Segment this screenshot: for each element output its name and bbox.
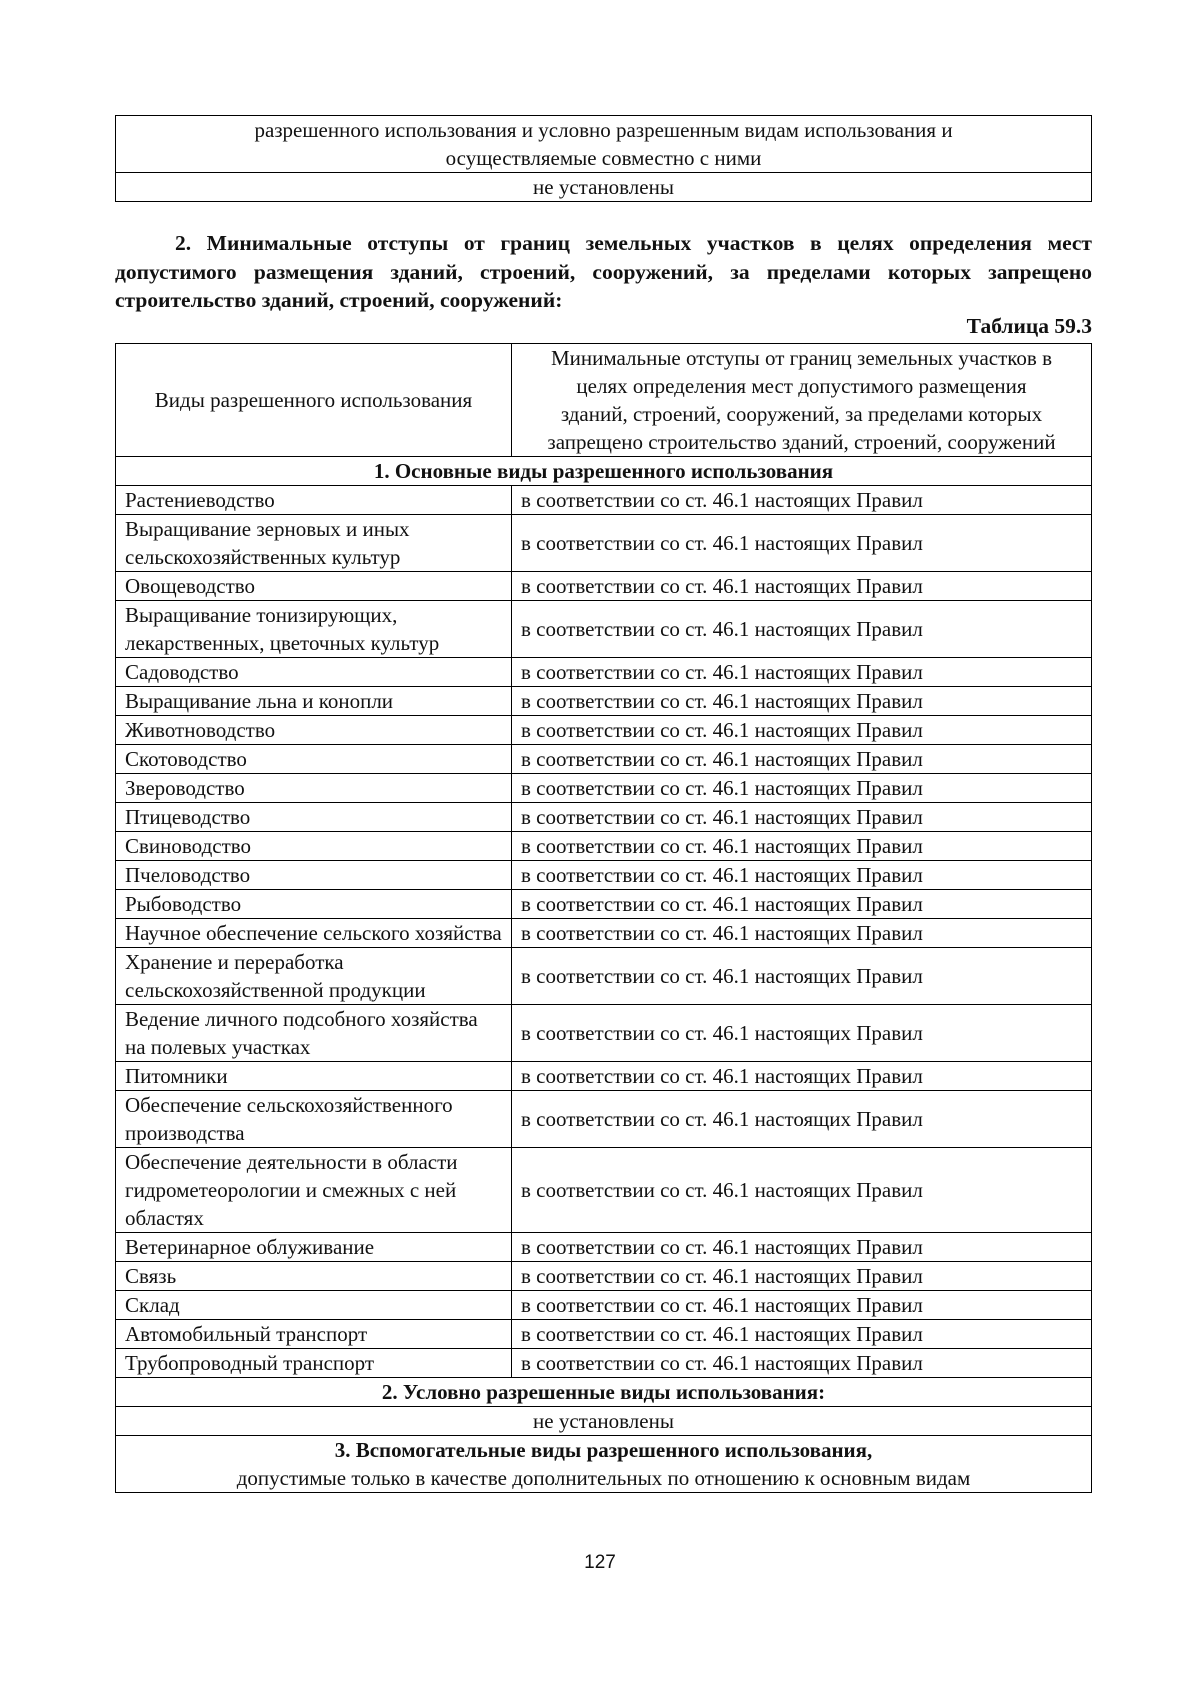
table-row — [116, 1320, 1092, 1349]
use-kind-cell: Хранение и переработка сельскохозяйственной продукции — [116, 948, 512, 1005]
use-kind-cell: Животноводство — [116, 716, 512, 745]
setback-value-cell: в соответствии со ст. 46.1 настоящих Правил — [512, 1005, 1092, 1062]
table-row — [116, 572, 1092, 601]
setback-value-cell: в соответствии со ст. 46.1 настоящих Правил — [512, 948, 1092, 1005]
setback-value-cell: в соответствии со ст. 46.1 настоящих Правил — [512, 774, 1092, 803]
group-row — [116, 457, 1092, 486]
table-cell — [116, 116, 1092, 173]
use-kind-cell: Автомобильный транспорт — [116, 1320, 512, 1349]
setbacks-table — [115, 343, 1092, 1493]
setback-value-cell: в соответствии со ст. 46.1 настоящих Правил — [512, 687, 1092, 716]
setback-value-cell: в соответствии со ст. 46.1 настоящих Правил — [512, 1233, 1092, 1262]
setback-value-cell: в соответствии со ст. 46.1 настоящих Правил — [512, 601, 1092, 658]
table-row — [116, 1349, 1092, 1378]
setback-value-cell: в соответствии со ст. 46.1 настоящих Правил — [512, 890, 1092, 919]
use-kind-cell: Выращивание зерновых и иных сельскохозяйственных культур — [116, 515, 512, 572]
column-header-setback: Минимальные отступы от границ земельных участков в целях определения мест допустимого размещения зданий, строений, сооружений, за пределами которых запрещено строительство зданий, строений, сооружений — [512, 344, 1092, 457]
table-row — [116, 890, 1092, 919]
table-row — [116, 1291, 1092, 1320]
setback-value-cell: в соответствии со ст. 46.1 настоящих Правил — [512, 1349, 1092, 1378]
use-kind-cell: Садоводство — [116, 658, 512, 687]
use-kind-cell: Скотоводство — [116, 745, 512, 774]
setback-value-cell: в соответствии со ст. 46.1 настоящих Правил — [512, 515, 1092, 572]
setback-value-cell: в соответствии со ст. 46.1 настоящих Правил — [512, 745, 1092, 774]
setback-value-cell: в соответствии со ст. 46.1 настоящих Правил — [512, 803, 1092, 832]
table-row — [116, 919, 1092, 948]
setback-value-cell: в соответствии со ст. 46.1 настоящих Правил — [512, 486, 1092, 515]
table-row — [116, 1262, 1092, 1291]
table-row — [116, 687, 1092, 716]
use-kind-cell: Выращивание льна и конопли — [116, 687, 512, 716]
use-kind-cell: Научное обеспечение сельского хозяйства — [116, 919, 512, 948]
group-subtitle: допустимые только в качестве дополнительных по отношению к основным видам — [236, 1466, 971, 1490]
table-row — [116, 1091, 1092, 1148]
use-kind-cell: Птицеводство — [116, 803, 512, 832]
group-row — [116, 1378, 1092, 1407]
table-cell: не установлены — [116, 173, 1092, 202]
setback-value-cell: в соответствии со ст. 46.1 настоящих Правил — [512, 658, 1092, 687]
use-kind-cell: Связь — [116, 1262, 512, 1291]
table-row — [116, 832, 1092, 861]
fragment-line: осуществляемые совместно с ними — [445, 146, 762, 170]
table-row — [116, 1148, 1092, 1233]
group-value: не установлены — [116, 1407, 1092, 1436]
setback-value-cell: в соответствии со ст. 46.1 настоящих Правил — [512, 1062, 1092, 1091]
table-row — [116, 486, 1092, 515]
table-row — [116, 116, 1092, 173]
use-kind-cell: Ведение личного подсобного хозяйства на полевых участках — [116, 1005, 512, 1062]
setback-value-cell: в соответствии со ст. 46.1 настоящих Правил — [512, 1262, 1092, 1291]
table-row — [116, 745, 1092, 774]
setback-value-cell: в соответствии со ст. 46.1 настоящих Правил — [512, 1091, 1092, 1148]
use-kind-cell: Пчеловодство — [116, 861, 512, 890]
previous-table-fragment — [115, 115, 1092, 202]
use-kind-cell: Овощеводство — [116, 572, 512, 601]
setback-value-cell: в соответствии со ст. 46.1 настоящих Правил — [512, 1291, 1092, 1320]
table-row — [116, 515, 1092, 572]
setback-value-cell: в соответствии со ст. 46.1 настоящих Правил — [512, 1148, 1092, 1233]
use-kind-cell: Обеспечение деятельности в области гидрометеорологии и смежных с ней областях — [116, 1148, 512, 1233]
setback-value-cell: в соответствии со ст. 46.1 настоящих Правил — [512, 716, 1092, 745]
use-kind-cell: Склад — [116, 1291, 512, 1320]
table-row — [116, 948, 1092, 1005]
use-kind-cell: Выращивание тонизирующих, лекарственных, цветочных культур — [116, 601, 512, 658]
use-kind-cell: Свиноводство — [116, 832, 512, 861]
group-title: 3. Вспомогательные виды разрешенного использования, — [334, 1438, 873, 1462]
table-body — [116, 457, 1092, 1378]
setback-value-cell: в соответствии со ст. 46.1 настоящих Правил — [512, 572, 1092, 601]
table-row — [116, 716, 1092, 745]
section-heading: 2. Минимальные отступы от границ земельных участков в целях определения мест допустимого размещения зданий, строений, сооружений, за пределами которых запрещено строительство зданий, строений, сооружений: — [115, 231, 1092, 312]
use-kind-cell: Рыбоводство — [116, 890, 512, 919]
table-row — [116, 601, 1092, 658]
fragment-line: разрешенного использования и условно разрешенным видам использования и — [254, 118, 953, 142]
use-kind-cell: Растениеводство — [116, 486, 512, 515]
group-row — [116, 1436, 1092, 1493]
setback-value-cell: в соответствии со ст. 46.1 настоящих Правил — [512, 861, 1092, 890]
table-caption: Таблица 59.3 — [966, 314, 1092, 338]
use-kind-cell: Трубопроводный транспорт — [116, 1349, 512, 1378]
group-title: 2. Условно разрешенные виды использования: — [116, 1378, 1092, 1407]
group-title: 1. Основные виды разрешенного использования — [116, 457, 1092, 486]
use-kind-cell: Обеспечение сельскохозяйственного производства — [116, 1091, 512, 1148]
setback-value-cell: в соответствии со ст. 46.1 настоящих Правил — [512, 919, 1092, 948]
table-row — [116, 173, 1092, 202]
use-kind-cell: Питомники — [116, 1062, 512, 1091]
page-number: 127 — [584, 1552, 616, 1573]
setback-value-cell: в соответствии со ст. 46.1 настоящих Правил — [512, 832, 1092, 861]
use-kind-cell: Ветеринарное облуживание — [116, 1233, 512, 1262]
table-row — [116, 1062, 1092, 1091]
table-footer-groups — [116, 1378, 1092, 1493]
use-kind-cell: Звероводство — [116, 774, 512, 803]
table-row — [116, 1005, 1092, 1062]
setback-value-cell: в соответствии со ст. 46.1 настоящих Правил — [512, 1320, 1092, 1349]
group-title-cell — [116, 1436, 1092, 1493]
table-row — [116, 774, 1092, 803]
table-row — [116, 803, 1092, 832]
table-header-row — [116, 344, 1092, 457]
column-header-kind: Виды разрешенного использования — [116, 344, 512, 457]
table-row — [116, 1407, 1092, 1436]
table-row — [116, 1233, 1092, 1262]
table-row — [116, 658, 1092, 687]
table-row — [116, 861, 1092, 890]
